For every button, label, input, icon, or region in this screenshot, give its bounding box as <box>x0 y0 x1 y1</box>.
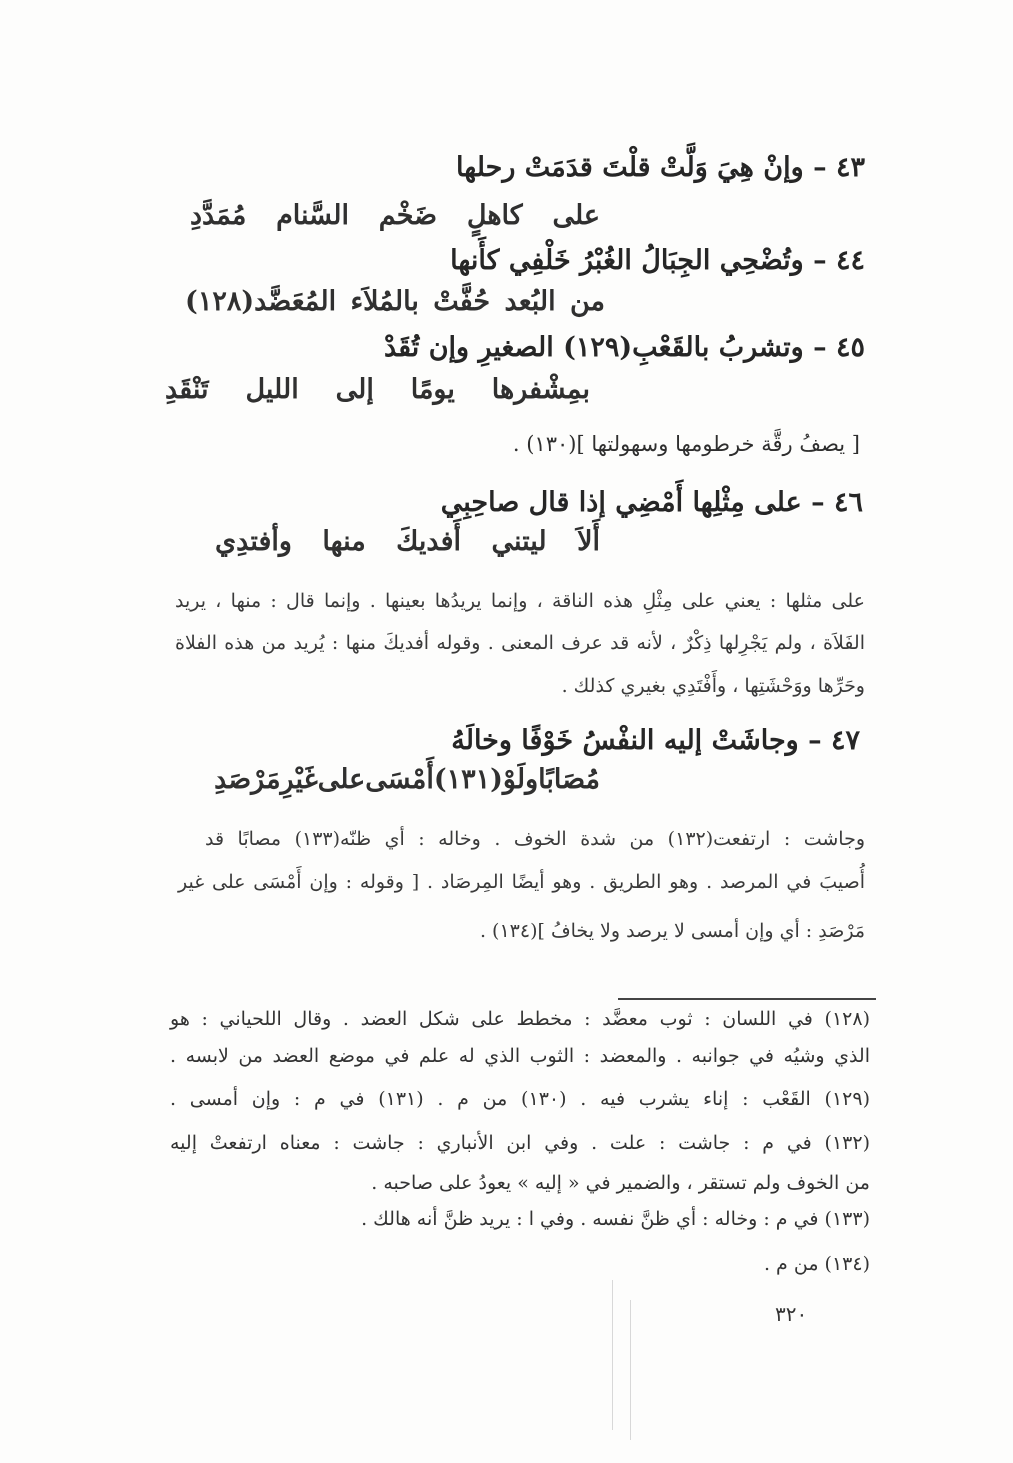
verse-word: إلى <box>335 374 374 405</box>
commentary-line: وحَرِّها ووَحْشَتِها ، وأَفْتَدِي بغيري كذلك . <box>561 675 865 697</box>
verse-word: أَلاَ <box>577 526 600 557</box>
verse-44-second-hemistich <box>185 286 605 330</box>
commentary-line: مَرْصَدِ : أي وإن أمسى لا يرصد ولا يخافُ ](١٣٤) . <box>479 920 865 942</box>
verse-word: على <box>552 200 600 231</box>
verse-45-second-hemistich <box>165 374 590 418</box>
verse-43-first-hemistich: ٤٣ – وإنْ هِيَ وَلَّتْ قلْتَ قدَمَتْ رحلها <box>456 152 865 183</box>
verse-word: منها <box>322 526 366 557</box>
footnote-line: (١٣٣) في م : وخاله : أي ظنَّ نفسه . وفي ا : يريد ظنَّ أنه هالك . <box>361 1208 870 1230</box>
verse-word: البُعد <box>504 286 556 317</box>
footnote-line: (١٢٩) القَعْب : إناء يشرب فيه . (١٣٠) من م . (١٣١) في م : وإن أمسى . <box>170 1088 870 1110</box>
verse-word: السَّنام <box>276 200 349 231</box>
verse-word: من <box>569 286 605 317</box>
verse-word: أَمْسَى <box>365 764 434 795</box>
footnote-separator <box>618 998 876 1000</box>
verse-word: المُعَضَّد(١٢٨) <box>185 286 337 317</box>
scan-streak <box>612 1280 613 1430</box>
verse-word: على <box>317 764 366 795</box>
verse-word: غَيْرِ <box>280 764 318 795</box>
verse-word: كاهلٍ <box>466 200 523 231</box>
verse-46-second-hemistich <box>215 526 600 570</box>
verse-44-first-hemistich: ٤٤ – وتُضْحِي الجِبَالُ الغُبْرُ خَلْفِي كأَنها <box>450 245 865 276</box>
footnote-line: من الخوف ولم تستقر ، والضمير في « إليه » يعودُ على صاحبه . <box>371 1172 870 1194</box>
verse-47-second-hemistich <box>215 764 600 808</box>
verse-word: وأفتدِي <box>215 526 292 557</box>
verse-word: مَرْصَدِ <box>214 764 281 795</box>
verse-word: بمِشْفرها <box>491 374 590 405</box>
footnote-line: (١٢٨) في اللسان : ثوب معضَّد : مخطط على شكل العضد . وقال اللحياني : هو <box>170 1008 870 1030</box>
page-number: ٣٢٠ <box>775 1302 808 1326</box>
footnote-line: (١٣٤) من م . <box>763 1253 870 1275</box>
verse-word: مُصَابًا <box>538 764 600 795</box>
bracket-note: [ يصفُ رقَّة خرطومها وسهولتها ](١٣٠) . <box>512 432 860 456</box>
commentary-line: وجاشت : ارتفعت(١٣٢) من شدة الخوف . وخاله : أي ظنّه(١٣٣) مصابًا قد <box>205 828 866 850</box>
commentary-line: الفَلاَة ، ولم يَجْرِلها ذِكْرٌ ، لأنه قد عرف المعنى . وقوله أفديكَ منها : يُريد من هذه الفلاة <box>175 632 865 654</box>
verse-word: ولَوْ(١٣١) <box>433 764 539 795</box>
verse-46-first-hemistich: ٤٦ – على مِثْلِها أَمْضِي إذا قال صاحِبِي <box>440 487 863 518</box>
verse-47-first-hemistich: ٤٧ – وجاشَتْ إليه النفْسُ خَوْفًا وخالَهُ <box>451 725 860 756</box>
verse-word: أَفديكَ <box>396 526 461 557</box>
verse-word: ضَخْم <box>378 200 438 231</box>
verse-word: بالمُلاَء <box>350 286 419 317</box>
footnote-line: (١٣٢) في م : جاشت : علت . وفي ابن الأنباري : جاشت : معناه ارتفعتْ إليه <box>170 1132 870 1154</box>
footnote-line: الذي وشيُه في جوانبه . والمعضد : الثوب الذي له علم في موضع العضد من لابسه . <box>170 1045 870 1067</box>
verse-word: يومًا <box>410 374 455 405</box>
verse-word: تَنْقَدِ <box>165 374 209 405</box>
commentary-line: أُصيبَ في المرصد . وهو الطريق . وهو أيضًا المِرصَاد . [ وقوله : وإن أَمْسَى على غير <box>178 871 865 893</box>
verse-word: مُمَدَّدِ <box>190 200 247 231</box>
verse-word: الليل <box>245 374 299 405</box>
verse-word: حُفَّتْ <box>433 286 491 317</box>
verse-word: ليتني <box>491 526 547 557</box>
scan-streak <box>630 1300 631 1440</box>
commentary-line: على مثلها : يعني على مِثْلِ هذه الناقة ، وإنما يريدُها بعينها . وإنما قال : منها ، يريد <box>175 590 865 612</box>
verse-45-first-hemistich: ٤٥ – وتشربُ بالقَعْبِ(١٢٩) الصغيرِ وإن تُقَدْ <box>383 332 865 363</box>
verse-43-second-hemistich <box>190 200 600 244</box>
